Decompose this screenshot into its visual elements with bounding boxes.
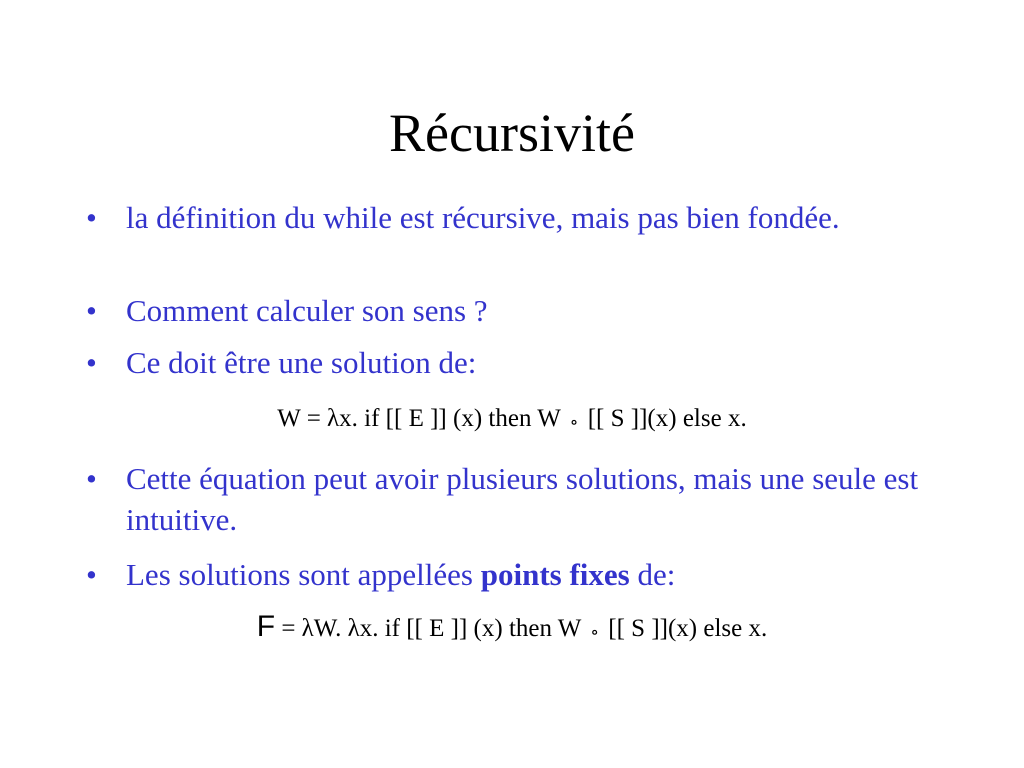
bullet-text-after: de: [629,557,676,592]
bullet-text: Comment calculer son sens ? [126,293,488,328]
bullet-icon: • [86,345,97,380]
compose-operator: ∘ [590,622,600,642]
bullet-item-fixed-points [86,554,946,595]
bullet-text: Ce doit être une solution de: [126,345,477,380]
bullet-text: Cette équation peut avoir plusieurs solutions, mais une seule est intuitive. [126,461,919,537]
bullet-icon: • [86,461,97,496]
bullet-item-definition [86,197,946,238]
bullet-icon: • [86,200,97,235]
compose-operator: ∘ [569,412,579,432]
bullet-item-compute-meaning [86,290,946,331]
bullet-item-multiple-solutions [86,458,946,540]
equation-f-left: = λW. λx. if [[ E ]] (x) then W [275,615,581,642]
equation-w-left: W = λx. if [[ E ]] (x) then W [277,405,561,432]
equation-f [0,607,1024,650]
bullet-text [126,554,946,595]
bullet-text: la définition du while est récursive, mais pas bien fondée. [126,200,840,235]
equation-f-lead: F [256,610,276,643]
equation-w [0,401,1024,438]
fixed-points-term: points fixes [480,557,630,592]
slide-title: Récursivité [389,103,635,163]
bullet-text-before: Les solutions sont appellées [126,557,481,592]
equation-f-right: [[ S ]](x) else x. [608,615,768,642]
bullet-item-solution-of [86,342,946,383]
bullet-icon: • [86,293,97,328]
equation-w-right: [[ S ]](x) else x. [587,405,747,432]
bullet-icon: • [86,557,97,592]
